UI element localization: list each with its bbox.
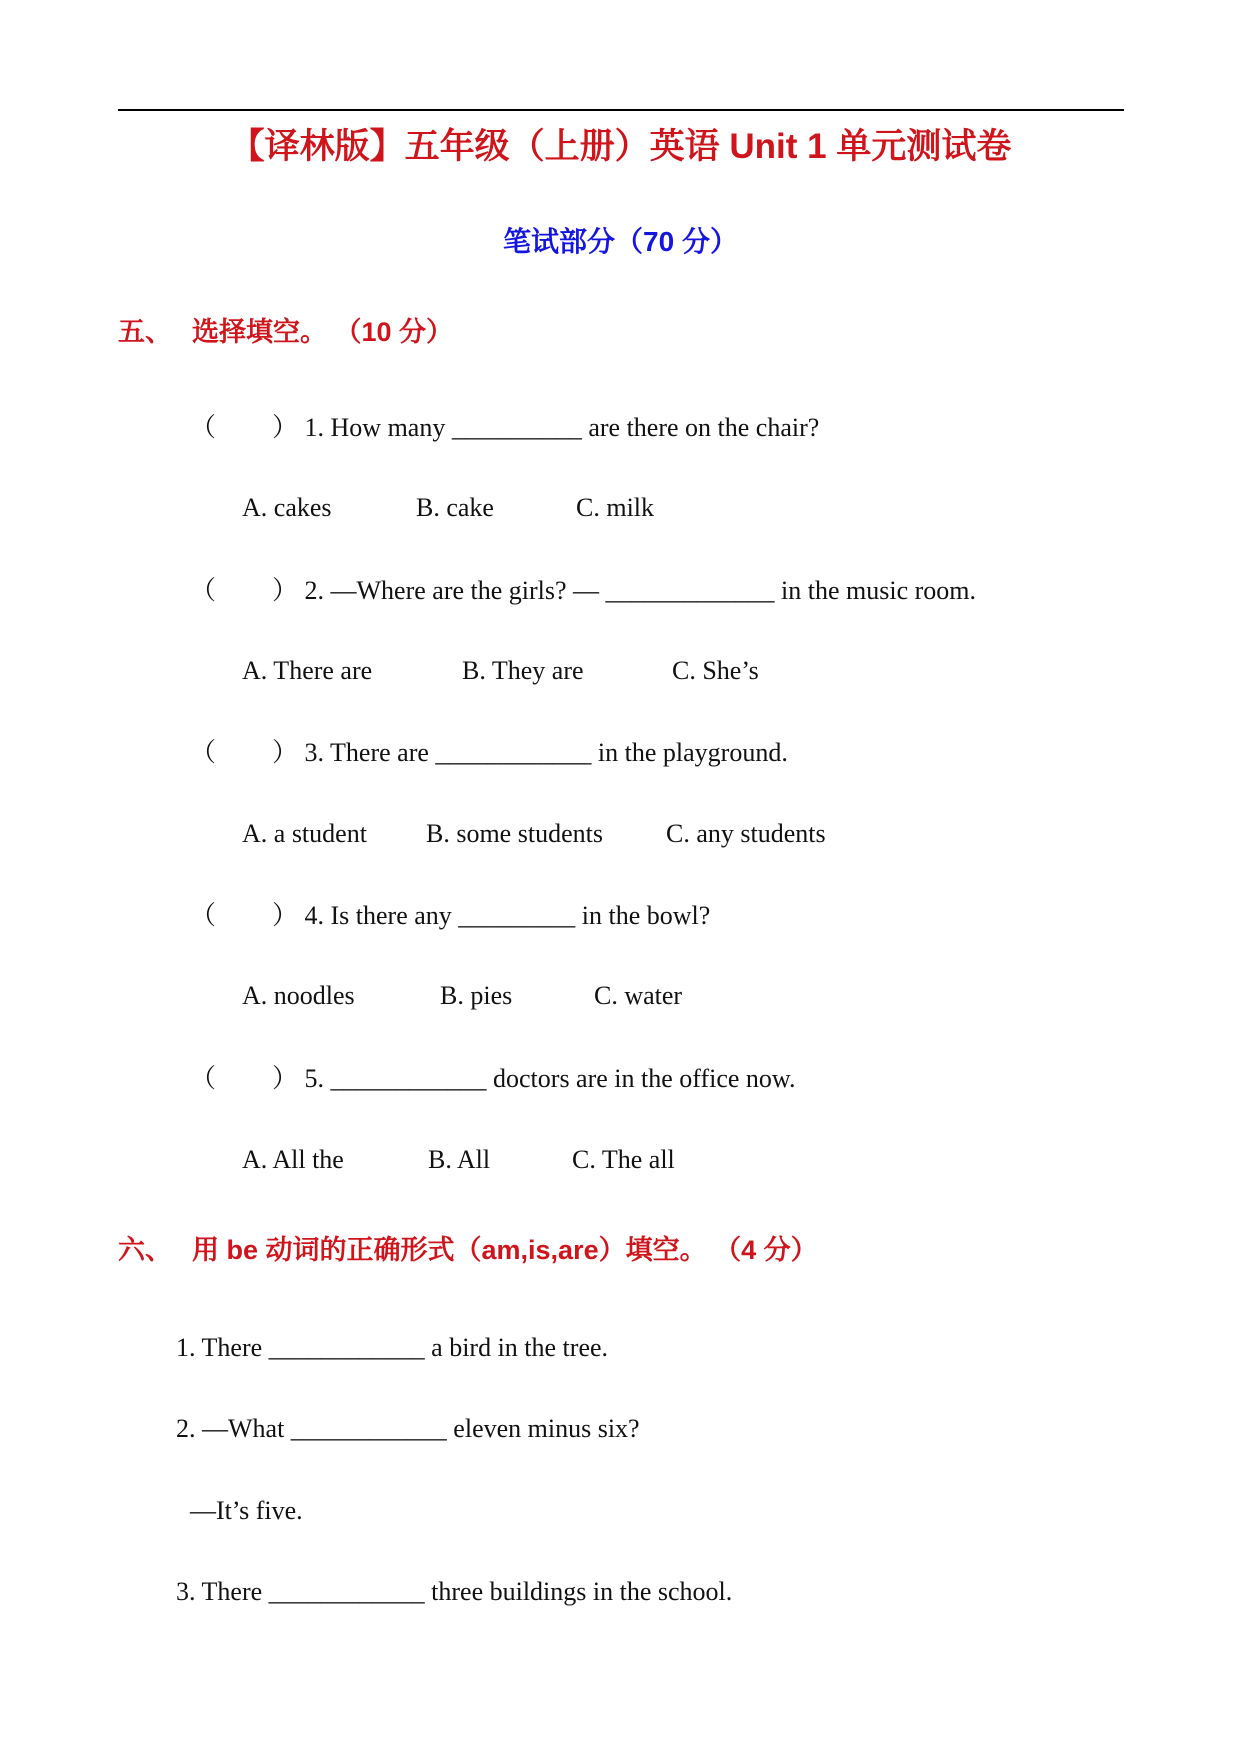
question-2: [190, 573, 976, 609]
question-text: 3. There are ____________ in the playground.: [304, 738, 788, 767]
answer-paren-left: （: [190, 901, 217, 930]
question-1: [190, 410, 819, 446]
option-a: A. a student: [242, 819, 367, 848]
option-a: A. There are: [242, 656, 373, 685]
option-a: A. cakes: [242, 493, 332, 522]
answer-paren-left: （: [190, 1064, 217, 1093]
page-subtitle: 笔试部分（70 分）: [503, 226, 738, 257]
answer-paren-right: ）: [272, 576, 299, 605]
answer-paren-right: ）: [272, 738, 299, 767]
answer-paren-left: （: [190, 576, 217, 605]
option-c: C. The all: [572, 1145, 675, 1174]
section-5-number: 五、: [118, 317, 172, 347]
option-b: B. cake: [416, 493, 494, 522]
option-b: B. some students: [426, 819, 603, 848]
section-6-number: 六、: [118, 1235, 172, 1265]
question-text: 5. ____________ doctors are in the office now.: [304, 1064, 796, 1093]
fill-item-2-answer: —It’s five.: [190, 1496, 303, 1525]
option-c: C. any students: [666, 819, 826, 848]
question-4: [190, 898, 710, 934]
question-3: [190, 735, 788, 771]
answer-paren-left: （: [190, 413, 217, 442]
option-c: C. water: [594, 981, 683, 1010]
section-6-heading: [118, 1230, 818, 1270]
question-1-options: [242, 490, 654, 526]
question-5-options: [242, 1142, 675, 1178]
answer-paren-right: ）: [272, 901, 299, 930]
question-3-options: [242, 816, 826, 852]
question-4-options: [242, 978, 682, 1014]
option-b: B. All: [428, 1145, 491, 1174]
fill-item-1: 1. There ____________ a bird in the tree.: [176, 1333, 609, 1362]
section-5-title: 选择填空。 （10 分）: [192, 317, 454, 347]
fill-item-2: 2. —What ____________ eleven minus six?: [176, 1414, 640, 1443]
question-text: 2. —Where are the girls? — _____________ in the music room.: [304, 576, 977, 605]
question-5: [190, 1061, 796, 1097]
fill-item-3: 3. There ____________ three buildings in the school.: [176, 1577, 733, 1606]
section-5-heading: [118, 312, 453, 352]
section-6-title: 用 be 动词的正确形式（am,is,are）填空。 （4 分）: [192, 1235, 818, 1265]
question-text: 1. How many __________ are there on the chair?: [304, 413, 820, 442]
header-rule: [118, 109, 1124, 111]
option-b: B. pies: [440, 981, 513, 1010]
option-b: B. They are: [462, 656, 584, 685]
option-a: A. All the: [242, 1145, 344, 1174]
answer-paren-right: ）: [272, 1064, 299, 1093]
option-c: C. milk: [576, 493, 655, 522]
answer-paren-left: （: [190, 738, 217, 767]
question-2-options: [242, 653, 759, 689]
answer-paren-right: ）: [272, 413, 299, 442]
question-text: 4. Is there any _________ in the bowl?: [304, 901, 711, 930]
page-title: 【译林版】五年级（上册）英语 Unit 1 单元测试卷: [229, 127, 1012, 166]
option-a: A. noodles: [242, 981, 355, 1010]
option-c: C. She’s: [672, 656, 759, 685]
